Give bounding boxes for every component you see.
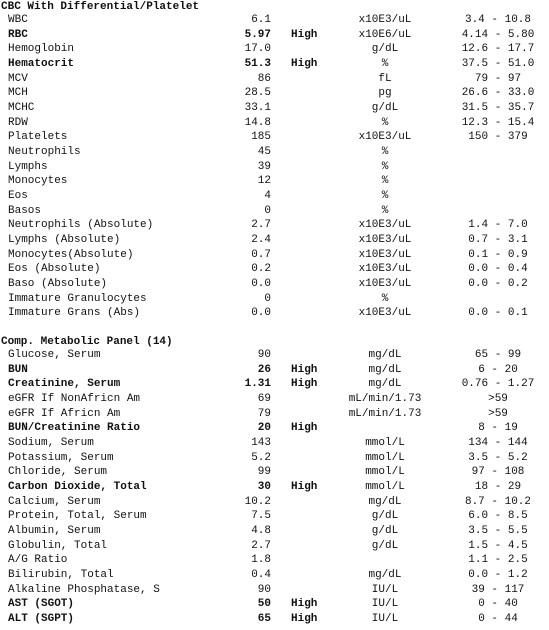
result-unit: x10E3/uL — [358, 277, 412, 290]
result-value: 0.4 — [251, 568, 271, 581]
result-unit: mmol/L — [365, 437, 405, 449]
result-flag: High — [291, 612, 318, 625]
result-unit: % — [381, 175, 389, 188]
result-row — [0, 495, 549, 509]
result-value: 0 — [264, 204, 271, 217]
result-unit: mmol/L — [365, 480, 405, 493]
test-name: Calcium, Serum — [8, 495, 101, 508]
reference-range: >59 — [488, 407, 508, 420]
reference-range: 6.0 - 8.5 — [468, 510, 528, 523]
test-name: MCHC — [8, 102, 35, 114]
result-row — [0, 57, 549, 71]
reference-range: 12.3 - 15.4 — [461, 116, 535, 129]
reference-range: 8.7 - 10.2 — [464, 495, 531, 508]
result-value: 12 — [257, 175, 271, 188]
result-value: 45 — [257, 145, 271, 158]
reference-range: 0.76 - 1.27 — [461, 378, 535, 391]
result-value: 65 — [257, 612, 271, 625]
result-value: 2.7 — [251, 219, 271, 232]
result-value: 99 — [257, 466, 271, 479]
result-unit: g/dL — [371, 539, 399, 552]
test-name: WBC — [8, 14, 28, 26]
result-unit: pg — [378, 87, 392, 100]
result-row — [0, 42, 549, 56]
test-name: Creatinine, Serum — [8, 378, 121, 391]
reference-range: 12.6 - 17.7 — [461, 43, 535, 56]
result-unit: x10E3/uL — [358, 219, 412, 232]
result-flag: High — [291, 378, 318, 391]
result-row — [0, 116, 549, 130]
result-value: 2.4 — [251, 233, 271, 246]
result-row — [0, 597, 549, 611]
reference-range: 39 - 117 — [471, 583, 525, 596]
result-unit: IU/L — [371, 612, 399, 625]
result-row — [0, 348, 549, 362]
result-unit: mL/min/1.73 — [348, 393, 422, 405]
result-value: 26 — [257, 363, 271, 376]
result-row — [0, 145, 549, 159]
result-value: 20 — [257, 422, 271, 435]
result-value: 51.3 — [244, 58, 271, 70]
test-name: RBC — [8, 28, 28, 41]
reference-range: 3.4 - 10.8 — [464, 14, 531, 26]
result-flag: High — [291, 58, 318, 70]
result-unit: % — [381, 204, 389, 217]
test-name: Immature Grans (Abs) — [8, 307, 141, 320]
test-name: Globulin, Total — [8, 539, 108, 552]
result-unit: g/dL — [371, 102, 399, 114]
result-unit: x10E6/uL — [358, 28, 412, 41]
test-name: Lymphs (Absolute) — [8, 233, 121, 246]
reference-range: 0.0 - 0.4 — [468, 263, 528, 276]
test-name: BUN/Creatinine Ratio — [8, 422, 141, 435]
result-row — [0, 28, 549, 42]
result-unit: mg/dL — [368, 495, 402, 508]
result-unit: mmol/L — [365, 466, 405, 479]
result-row — [0, 101, 549, 115]
reference-range: 1.4 - 7.0 — [468, 219, 528, 232]
test-name: Albumin, Serum — [8, 524, 101, 537]
test-name: Monocytes(Absolute) — [8, 248, 134, 261]
result-value: 4.8 — [251, 524, 271, 537]
result-value: 0.0 — [251, 307, 271, 320]
result-row — [0, 174, 549, 188]
reference-range: 3.5 - 5.2 — [468, 451, 528, 464]
result-row — [0, 130, 549, 144]
reference-range: 26.6 - 33.0 — [461, 87, 535, 100]
test-name: Lymphs — [8, 160, 48, 173]
reference-range: 0.7 - 3.1 — [468, 233, 528, 246]
result-unit: fL — [378, 72, 392, 85]
result-row — [0, 612, 549, 626]
result-value: 5.2 — [251, 451, 271, 464]
test-name: Platelets — [8, 131, 68, 144]
test-name: MCH — [8, 87, 28, 100]
test-name: eGFR If Africn Am — [8, 407, 121, 420]
test-name: AST (SGOT) — [8, 598, 75, 611]
result-unit: x10E3/uL — [358, 248, 412, 261]
test-name: Neutrophils — [8, 145, 81, 158]
result-flag: High — [291, 598, 318, 611]
result-value: 14.8 — [244, 116, 271, 129]
reference-range: 1.1 - 2.5 — [468, 554, 528, 567]
result-value: 2.7 — [251, 539, 271, 552]
result-value: 0 — [264, 292, 271, 305]
result-unit: % — [381, 160, 389, 173]
section-title-cbc: CBC With Differential/Platelet — [1, 1, 200, 13]
result-unit: g/dL — [371, 510, 399, 523]
result-row — [0, 363, 549, 377]
result-value: 0.2 — [251, 263, 271, 276]
reference-range: 0 - 44 — [478, 612, 518, 625]
result-flag: High — [291, 480, 318, 493]
result-row — [0, 407, 549, 421]
result-unit: IU/L — [371, 598, 399, 611]
reference-range: 0.0 - 0.1 — [468, 307, 528, 320]
reference-range: >59 — [488, 393, 508, 405]
test-name: Potassium, Serum — [8, 451, 114, 464]
result-row — [0, 421, 549, 435]
result-value: 90 — [257, 583, 271, 596]
result-value: 0.0 — [251, 277, 271, 290]
result-value: 6.1 — [251, 14, 271, 26]
result-unit: x10E3/uL — [358, 131, 412, 144]
result-unit: % — [381, 189, 389, 202]
result-row — [0, 553, 549, 567]
result-unit: x10E3/uL — [358, 14, 412, 26]
result-row — [0, 86, 549, 100]
test-name: Hemoglobin — [8, 43, 75, 56]
result-row — [0, 451, 549, 465]
result-value: 185 — [251, 131, 271, 144]
reference-range: 3.5 - 5.5 — [468, 524, 528, 537]
result-row — [0, 539, 549, 553]
section-title-cmp: Comp. Metabolic Panel (14) — [1, 336, 173, 348]
result-row — [0, 524, 549, 538]
result-row — [0, 248, 549, 262]
result-unit: g/dL — [371, 43, 399, 56]
result-unit: % — [381, 145, 389, 158]
reference-range: 8 - 19 — [478, 422, 518, 435]
test-name: Baso (Absolute) — [8, 277, 108, 290]
result-value: 4 — [264, 189, 271, 202]
result-row — [0, 189, 549, 203]
result-unit: % — [381, 292, 389, 305]
reference-range: 4.14 - 5.80 — [461, 28, 535, 41]
result-unit: g/dL — [371, 524, 399, 537]
result-value: 79 — [257, 407, 271, 420]
test-name: Sodium, Serum — [8, 437, 94, 449]
result-unit: mg/dL — [368, 378, 402, 391]
result-value: 86 — [257, 72, 271, 85]
test-name: Neutrophils (Absolute) — [8, 219, 154, 232]
result-value: 7.5 — [251, 510, 271, 523]
reference-range: 97 - 108 — [471, 466, 525, 479]
reference-range: 79 - 97 — [474, 72, 522, 85]
reference-range: 0.0 - 1.2 — [468, 568, 528, 581]
result-flag: High — [291, 363, 318, 376]
result-unit: mmol/L — [365, 451, 405, 464]
result-row — [0, 568, 549, 582]
result-row — [0, 204, 549, 218]
result-value: 10.2 — [244, 495, 271, 508]
test-name: A/G Ratio — [8, 554, 68, 567]
result-row — [0, 509, 549, 523]
result-unit: mg/dL — [368, 568, 402, 581]
result-row — [0, 306, 549, 320]
test-name: Eos — [8, 189, 28, 202]
result-row — [0, 13, 549, 27]
result-value: 1.31 — [244, 378, 271, 391]
result-row — [0, 377, 549, 391]
test-name: MCV — [8, 72, 28, 85]
test-name: RDW — [8, 116, 28, 129]
test-name: Basos — [8, 204, 42, 217]
result-value: 28.5 — [244, 87, 271, 100]
test-name: Carbon Dioxide, Total — [8, 480, 147, 493]
result-unit: % — [381, 58, 389, 70]
reference-range: 37.5 - 51.0 — [461, 58, 535, 70]
result-row — [0, 465, 549, 479]
result-row — [0, 160, 549, 174]
reference-range: 18 - 29 — [474, 480, 522, 493]
result-row — [0, 292, 549, 306]
test-name: eGFR If NonAfricn Am — [8, 393, 141, 405]
result-value: 30 — [257, 480, 271, 493]
result-value: 33.1 — [244, 102, 271, 114]
result-row — [0, 436, 549, 450]
reference-range: 0.1 - 0.9 — [468, 248, 528, 261]
test-name: Glucose, Serum — [8, 349, 101, 361]
result-row — [0, 262, 549, 276]
result-value: 39 — [257, 160, 271, 173]
result-unit: % — [381, 116, 389, 129]
test-name: Bilirubin, Total — [8, 568, 114, 581]
result-value: 143 — [251, 437, 271, 449]
test-name: Protein, Total, Serum — [8, 510, 147, 523]
test-name: Eos (Absolute) — [8, 263, 101, 276]
result-row — [0, 277, 549, 291]
result-row — [0, 480, 549, 494]
result-unit: IU/L — [371, 583, 399, 596]
result-flag: High — [291, 28, 318, 41]
test-name: BUN — [8, 363, 28, 376]
result-value: 5.97 — [244, 28, 271, 41]
result-unit: x10E3/uL — [358, 307, 412, 320]
result-flag: High — [291, 422, 318, 435]
result-value: 69 — [257, 393, 271, 405]
result-row — [0, 233, 549, 247]
reference-range: 1.5 - 4.5 — [468, 539, 528, 552]
reference-range: 65 - 99 — [474, 349, 522, 361]
reference-range: 6 - 20 — [478, 363, 518, 376]
result-row — [0, 72, 549, 86]
result-row — [0, 218, 549, 232]
test-name: Hematocrit — [8, 58, 75, 70]
result-value: 0.7 — [251, 248, 271, 261]
test-name: Monocytes — [8, 175, 68, 188]
result-unit: mg/dL — [368, 349, 402, 361]
result-value: 50 — [257, 598, 271, 611]
result-value: 1.8 — [251, 554, 271, 567]
reference-range: 0 - 40 — [478, 598, 518, 611]
reference-range: 0.0 - 0.2 — [468, 277, 528, 290]
result-unit: x10E3/uL — [358, 233, 412, 246]
result-row — [0, 583, 549, 597]
result-row — [0, 392, 549, 406]
reference-range: 134 - 144 — [468, 437, 528, 449]
result-unit: mg/dL — [368, 363, 402, 376]
test-name: ALT (SGPT) — [8, 612, 75, 625]
result-unit: x10E3/uL — [358, 263, 412, 276]
reference-range: 31.5 - 35.7 — [461, 102, 535, 114]
test-name: Alkaline Phosphatase, S — [8, 583, 160, 596]
result-unit: mL/min/1.73 — [348, 407, 422, 420]
result-value: 90 — [257, 349, 271, 361]
result-value: 17.0 — [244, 43, 271, 56]
test-name: Chloride, Serum — [8, 466, 108, 479]
test-name: Immature Granulocytes — [8, 292, 147, 305]
reference-range: 150 - 379 — [468, 131, 528, 144]
